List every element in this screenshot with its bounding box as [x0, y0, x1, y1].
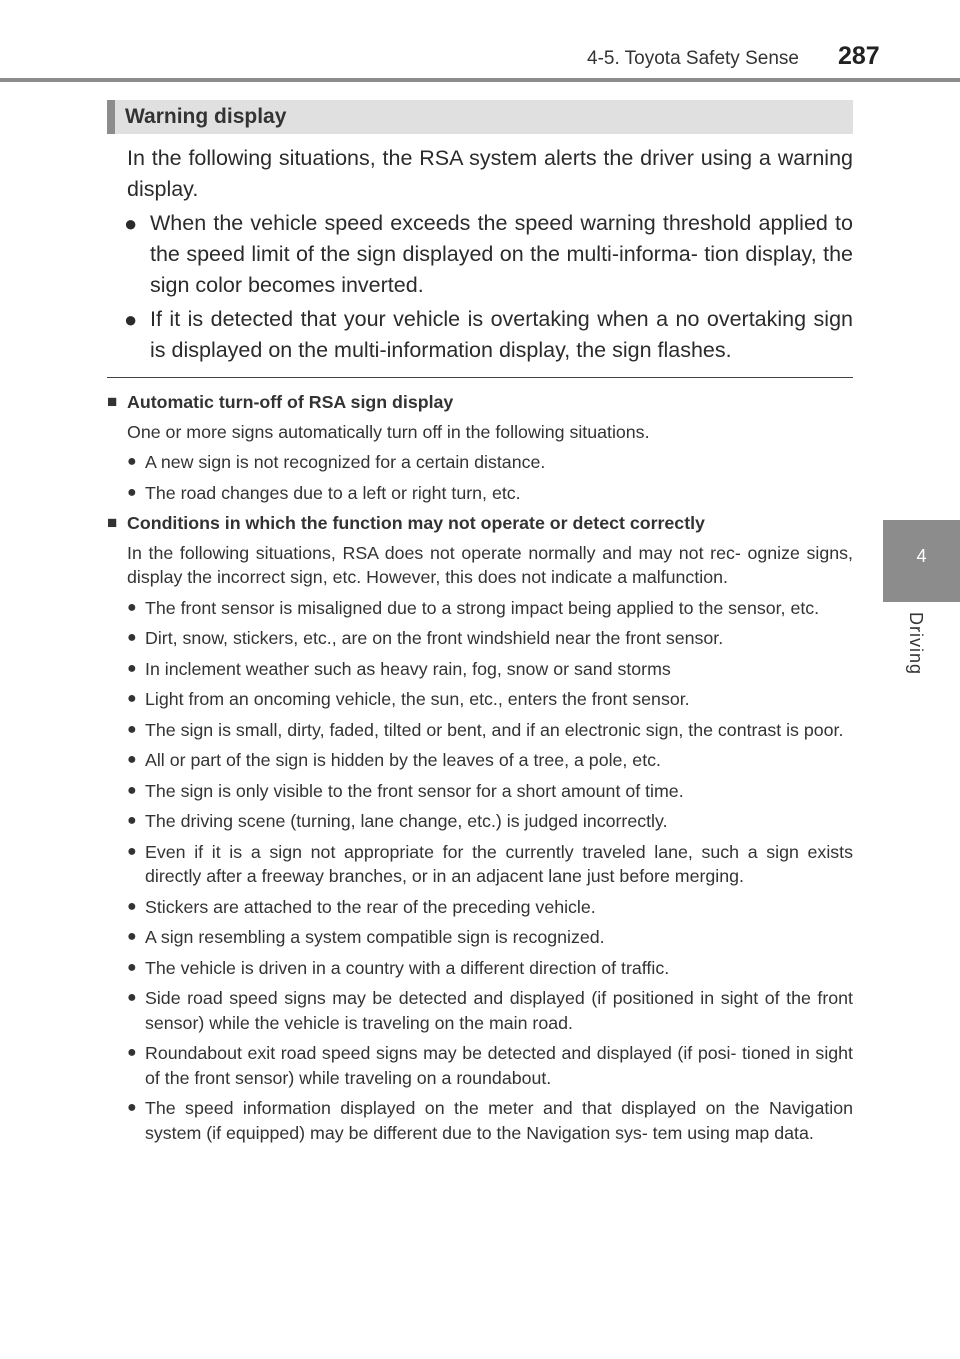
- list-item: [127, 748, 853, 773]
- bullet-dot-icon: ●: [124, 211, 138, 236]
- bullet-dot-icon: ●: [127, 1044, 137, 1061]
- section-divider: [107, 377, 853, 378]
- page-number: 287: [838, 42, 880, 70]
- list-item-text: In inclement weather such as heavy rain, fog, snow or sand storms: [145, 658, 671, 679]
- bullet-dot-icon: ●: [127, 598, 137, 616]
- list-item: [127, 1041, 853, 1090]
- bullet-dot-icon: ●: [127, 659, 137, 677]
- chapter-label: Driving: [906, 612, 926, 676]
- square-bullet-icon: ■: [107, 392, 118, 411]
- bullet-dot-icon: ●: [127, 690, 137, 707]
- warning-display-intro: In the following situations, the RSA system alerts the driver using a warning display.: [127, 146, 853, 201]
- list-item-text: Stickers are attached to the rear of the preceding vehicle.: [145, 896, 596, 917]
- section-label: 4-5. Toyota Safety Sense: [587, 48, 799, 69]
- list-item-text: A sign resembling a system compatible sign is recognized.: [145, 927, 605, 947]
- list-item: [127, 895, 853, 920]
- list-item: [127, 779, 853, 804]
- bullet-dot-icon: ●: [127, 483, 137, 501]
- list-item-text: The vehicle is driven in a country with a different direction of traffic.: [145, 957, 670, 978]
- list-item-text: The road changes due to a left or right turn, etc.: [145, 482, 521, 503]
- header-rule: [0, 78, 960, 82]
- list-item-text: All or part of the sign is hidden by the leaves of a tree, a pole, etc.: [145, 750, 661, 770]
- list-item: [127, 657, 853, 682]
- list-item-text: The driving scene (turning, lane change, etc.) is judged incorrectly.: [145, 811, 668, 831]
- auto-turnoff-heading: [107, 390, 853, 415]
- bullet-dot-icon: ●: [127, 958, 137, 976]
- list-item-text: The sign is small, dirty, faded, tilted or bent, and if an electronic sign, the contrast is poor.: [145, 719, 844, 740]
- list-item: [127, 925, 853, 950]
- bullet-dot-icon: ●: [127, 720, 137, 738]
- list-item-text: A new sign is not recognized for a certain distance.: [145, 452, 546, 472]
- list-item: [127, 840, 853, 889]
- list-item-text: Side road speed signs may be detected and displayed (if positioned in sight of the front sensor) while the vehicle is traveling on the main road.: [145, 988, 853, 1033]
- bullet-dot-icon: ●: [127, 781, 137, 799]
- bullet-dot-icon: ●: [127, 897, 137, 915]
- chapter-tab: [883, 520, 960, 602]
- bullet-dot-icon: ●: [127, 989, 137, 1006]
- list-item-text: The speed information displayed on the meter and that displayed on the Navigation system (if equipped) may be different due to the Navigation sys- tem using map data.: [145, 1098, 853, 1143]
- list-item-text: The front sensor is misaligned due to a strong impact being applied to the sensor, etc.: [145, 597, 820, 618]
- list-item: [127, 718, 853, 743]
- warning-display-body: [124, 143, 853, 366]
- conditions-heading-text: Conditions in which the function may not operate or detect correctly: [127, 513, 705, 533]
- list-item: [127, 626, 853, 651]
- list-item-text: Dirt, snow, stickers, etc., are on the front windshield near the front sensor.: [145, 628, 724, 648]
- auto-turnoff-heading-text: Automatic turn-off of RSA sign display: [127, 392, 454, 412]
- warning-display-heading-text: Warning display: [125, 105, 287, 128]
- list-item: [127, 1096, 853, 1145]
- list-item: [127, 809, 853, 834]
- list-item: [127, 596, 853, 621]
- list-item: [127, 687, 853, 712]
- bullet-dot-icon: ●: [127, 453, 137, 470]
- warning-display-heading: [107, 100, 853, 134]
- notes-section: [107, 390, 853, 1145]
- bullet-dot-icon: ●: [124, 307, 138, 332]
- bullet-dot-icon: ●: [127, 842, 137, 860]
- chapter-number: 4: [916, 546, 927, 566]
- list-item-text: Even if it is a sign not appropriate for the currently traveled lane, such a sign exists directly after a freeway branches, or in an adjacent lane just before merging.: [145, 841, 853, 886]
- list-item-text: Roundabout exit road speed signs may be detected and displayed (if posi- tioned in sight of the front sensor) while traveling on a roundabout.: [145, 1043, 853, 1088]
- list-item-text: Light from an oncoming vehicle, the sun, etc., enters the front sensor.: [145, 689, 690, 709]
- page-header: [0, 0, 960, 84]
- square-bullet-icon: ■: [107, 513, 118, 532]
- list-item: [127, 986, 853, 1035]
- list-item: [127, 450, 853, 475]
- warning-bullet: [124, 304, 853, 366]
- list-item: [127, 956, 853, 981]
- auto-turnoff-text: One or more signs automatically turn off in the following situations.: [127, 421, 650, 442]
- bullet-dot-icon: ●: [127, 928, 137, 945]
- bullet-dot-icon: ●: [127, 629, 137, 646]
- conditions-heading: [107, 511, 853, 536]
- warning-bullet: [124, 208, 853, 301]
- bullet-dot-icon: ●: [127, 812, 137, 829]
- list-item: [127, 481, 853, 506]
- bullet-dot-icon: ●: [127, 751, 137, 768]
- warning-bullet-text: If it is detected that your vehicle is overtaking when a no overtaking sign is displayed on the multi-information display, the sign flashes.: [150, 307, 853, 362]
- bullet-dot-icon: ●: [127, 1099, 137, 1116]
- list-item-text: The sign is only visible to the front sensor for a short amount of time.: [145, 780, 684, 801]
- warning-bullet-text: When the vehicle speed exceeds the speed warning threshold applied to the speed limit of the sign displayed on the multi-informa- tion display, the sign color becomes inverted.: [150, 211, 853, 297]
- conditions-text: In the following situations, RSA does not operate normally and may not rec- ognize signs, display the incorrect sign, etc. However, this does not indicate a malfunction.: [127, 542, 853, 587]
